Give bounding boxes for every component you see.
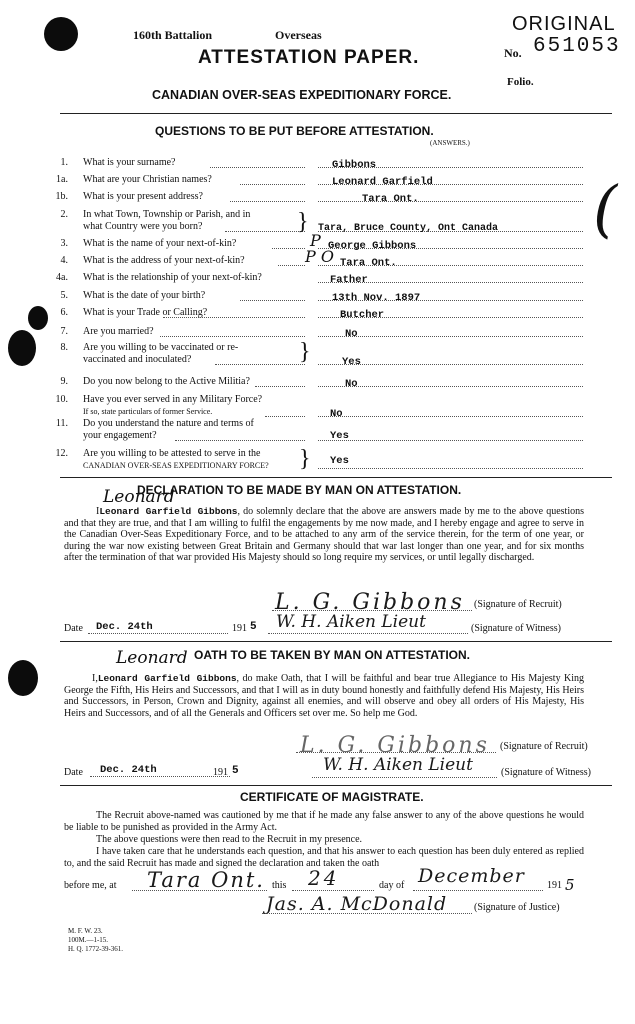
question-text-line2: If so, state particulars of former Service. xyxy=(83,407,213,416)
oath-date: Dec. 24th xyxy=(100,764,157,776)
oath-recruit-signature-label: (Signature of Recruit) xyxy=(500,741,588,752)
answer-text: Leonard Garfield xyxy=(332,176,433,188)
question-number: 12. xyxy=(55,448,68,459)
question-number: 6. xyxy=(60,307,68,318)
question-text: What is the name of your next-of-kin? xyxy=(83,238,237,249)
question-text: Do you now belong to the Active Militia? xyxy=(83,376,250,387)
answer-text: Butcher xyxy=(340,309,385,321)
question-text: What is the date of your birth? xyxy=(83,290,206,301)
bracket-mark: } xyxy=(299,446,311,472)
witness-signature-declaration: W. H. Aiken Lieut xyxy=(276,612,426,632)
punch-hole-top xyxy=(44,17,78,51)
oath-handwritten-name: Leonard xyxy=(116,648,188,668)
oath-typed-name: Leonard Garfield Gibbons xyxy=(97,673,237,684)
magistrate-rule xyxy=(60,785,612,786)
recruit-signature-label: (Signature of Recruit) xyxy=(474,599,562,610)
magistrate-place: Tara Ont. xyxy=(147,868,265,892)
question-text-line2: CANADIAN OVER-SEAS EXPEDITIONARY FORCE? xyxy=(83,461,269,470)
punch-hole-lower xyxy=(8,660,38,696)
question-text: In what Town, Township or Parish, and in xyxy=(83,209,251,220)
questions-heading: QUESTIONS TO BE PUT BEFORE ATTESTATION. xyxy=(155,124,434,138)
magistrate-year-prefix: 191 xyxy=(547,880,562,891)
answer-text: Yes xyxy=(342,356,361,368)
oath-body: , do make Oath, that I will be faithful and bear true Allegiance to His Majesty King George the Fifth, His Heirs and Successors, and that I will as in duty bound honestly and faithfully defend His Majesty, His Heirs and Successors, in Person, Crown and Dignity, against all enemies, and will observe and obey all orders of His Majesty, His Heirs and Successors, and of all the Generals and Officers set over me. So help me God. xyxy=(64,673,584,719)
oath-rule xyxy=(60,641,612,642)
oath-heading: OATH TO BE TAKEN BY MAN ON ATTESTATION. xyxy=(194,648,470,662)
question-text: What are your Christian names? xyxy=(83,174,212,185)
magistrate-month: December xyxy=(418,865,525,887)
answer-text: Tara Ont. xyxy=(340,257,397,269)
question-text: Do you understand the nature and terms of xyxy=(83,418,254,429)
answer-line xyxy=(318,440,583,441)
declaration-heading: DECLARATION TO BE MADE BY MAN ON ATTESTATION. xyxy=(137,483,462,497)
place-line xyxy=(132,890,267,891)
page-title: ATTESTATION PAPER. xyxy=(198,47,420,68)
question-text: What is your Trade or Calling? xyxy=(83,307,208,318)
question-text: What is your surname? xyxy=(83,157,176,168)
question-leader xyxy=(240,300,305,301)
punch-hole-middle xyxy=(8,330,36,366)
witness-signature-oath: W. H. Aiken Lieut xyxy=(323,755,473,775)
bracket-mark: } xyxy=(297,209,309,235)
question-leader xyxy=(255,386,305,387)
question-text-line2: what Country were you born? xyxy=(83,221,203,232)
witness-line xyxy=(268,633,468,634)
question-leader xyxy=(272,248,305,249)
date-label: Date xyxy=(64,623,83,634)
oath-year-suffix: 5 xyxy=(232,765,239,777)
question-number: 1. xyxy=(60,157,68,168)
question-text: Have you ever served in any Military Force? xyxy=(83,394,263,405)
answer-text: Yes xyxy=(330,430,349,442)
question-leader xyxy=(225,231,305,232)
answers-heading: (ANSWERS.) xyxy=(430,139,470,147)
question-text: What is the address of your next-of-kin? xyxy=(83,255,245,266)
oath-signature-line xyxy=(296,752,496,753)
justice-line xyxy=(262,913,472,914)
oath-witness-signature-label: (Signature of Witness) xyxy=(501,767,591,778)
day-of-label: day of xyxy=(379,880,405,891)
initials-mark: P xyxy=(310,231,321,250)
regimental-number: 651053 xyxy=(533,35,621,58)
bracket-mark: ( xyxy=(593,172,618,245)
question-number: 1b. xyxy=(55,191,68,202)
bracket-mark: } xyxy=(299,339,311,365)
year-prefix: 191 xyxy=(232,623,247,634)
answer-line xyxy=(318,336,583,337)
question-number: 8. xyxy=(60,342,68,353)
recruit-signature-oath: L. G. Gibbons xyxy=(300,733,490,758)
overseas-text: Overseas xyxy=(275,28,322,42)
question-text-line2: your engagement? xyxy=(83,430,157,441)
answer-text: Father xyxy=(330,274,368,286)
question-number: 7. xyxy=(60,326,68,337)
question-leader xyxy=(278,265,305,266)
oath-intro: I, xyxy=(92,673,98,684)
question-number: 10. xyxy=(55,394,68,405)
magistrate-heading: CERTIFICATE OF MAGISTRATE. xyxy=(240,790,424,804)
answer-text: No xyxy=(345,328,358,340)
footer-form-code: M. F. W. 23. xyxy=(68,927,103,935)
question-text: Are you willing to be attested to serve in the xyxy=(83,448,261,459)
before-me-label: before me, at xyxy=(64,880,117,891)
question-number: 11. xyxy=(55,418,68,429)
question-text-line2: vaccinated and inoculated? xyxy=(83,354,192,365)
initials-mark: P O xyxy=(305,247,334,266)
answer-line xyxy=(318,201,583,202)
question-leader xyxy=(210,167,305,168)
answer-text: Tara Ont. xyxy=(362,193,419,205)
footer-print-run: 100M.—1-15. xyxy=(68,936,109,944)
question-leader xyxy=(175,440,305,441)
question-text: Are you married? xyxy=(83,326,154,337)
year-suffix: 5 xyxy=(250,621,257,633)
page-subtitle: CANADIAN OVER-SEAS EXPEDITIONARY FORCE. xyxy=(152,88,452,102)
this-label: this xyxy=(272,880,287,891)
declaration-text xyxy=(64,506,584,564)
question-number: 3. xyxy=(60,238,68,249)
footer-hq-code: H. Q. 1772-39-361. xyxy=(68,945,124,953)
answer-text: Gibbons xyxy=(332,159,377,171)
magistrate-para-1: The Recruit above-named was cautioned by me that if he made any false answer to any of the above questions he would be liable to be punished as provided in the Army Act. xyxy=(64,810,584,833)
month-line xyxy=(413,890,543,891)
recruit-signature-declaration: L. G. Gibbons xyxy=(275,590,465,615)
question-leader xyxy=(163,317,305,318)
answer-line xyxy=(318,386,583,387)
declaration-intro: I xyxy=(96,506,100,517)
folio-label: Folio. xyxy=(507,76,534,88)
question-leader xyxy=(160,336,305,337)
answer-text: No xyxy=(330,408,343,420)
magistrate-para-2: The above questions were then read to the Recruit in my presence. xyxy=(96,834,363,845)
question-text: Are you willing to be vaccinated or re- xyxy=(83,342,239,353)
witness-signature-label: (Signature of Witness) xyxy=(471,623,561,634)
question-number: 1a. xyxy=(56,174,68,185)
no-label: No. xyxy=(504,46,522,60)
question-number: 4. xyxy=(60,255,68,266)
oath-date-label: Date xyxy=(64,767,83,778)
declaration-rule xyxy=(60,477,612,478)
question-number: 4a. xyxy=(56,272,68,283)
answer-text: No xyxy=(345,378,358,390)
justice-signature: Jas. A. McDonald xyxy=(266,893,448,915)
declaration-body: , do solemnly declare that the above are answers made by me to the above questions and that they are true, and that I am willing to fulfil the engagements by me now made, and I hereby engage and agree to serve in the Canadian Over-Seas Expeditionary Force, and to be attached to any arm of the service therein, for the term of one year, or during the war now existing between Great Britain and Germany should that war last longer than one year, and for six months after the termination of that war provided His Majesty should so long require my services, or until legally discharged. xyxy=(64,506,584,564)
signature-line xyxy=(272,610,472,611)
declaration-handwritten-name: Leonard xyxy=(103,487,175,507)
oath-witness-line xyxy=(312,777,497,778)
oath-year-prefix: 191 xyxy=(213,767,228,778)
date-line xyxy=(88,633,228,634)
question-text: What is the relationship of your next-of-kin? xyxy=(83,272,262,283)
question-text: What is your present address? xyxy=(83,191,203,202)
answer-line xyxy=(318,416,583,417)
declaration-typed-name: Leonard Garfield Gibbons xyxy=(99,506,238,517)
top-rule xyxy=(60,113,612,114)
question-leader xyxy=(215,364,305,365)
magistrate-day: 24 xyxy=(308,866,340,890)
answer-line xyxy=(318,468,583,469)
question-leader xyxy=(265,416,305,417)
answer-text: Tara, Bruce County, Ont Canada xyxy=(318,223,499,234)
justice-signature-label: (Signature of Justice) xyxy=(474,902,560,913)
declaration-date: Dec. 24th xyxy=(96,621,153,633)
question-number: 9. xyxy=(60,376,68,387)
punch-hole-upper-middle xyxy=(28,306,48,330)
question-leader xyxy=(230,201,305,202)
question-leader xyxy=(240,184,305,185)
battalion-text: 160th Battalion xyxy=(133,28,213,42)
magistrate-para-3: I have taken care that he understands each question, and that his answer to each question has been duly entered as replied to, and the said Recruit has made and signed the declaration and taken the oath xyxy=(64,846,584,869)
question-number: 2. xyxy=(60,209,68,220)
magistrate-year-suffix: 5 xyxy=(565,876,575,894)
day-line xyxy=(292,890,374,891)
original-stamp: ORIGINAL xyxy=(512,13,616,35)
oath-date-line xyxy=(90,776,230,777)
answer-text: George Gibbons xyxy=(328,240,417,252)
oath-text xyxy=(64,673,584,719)
question-number: 5. xyxy=(60,290,68,301)
answer-text: 13th Nov. 1897 xyxy=(332,292,421,304)
answer-text: Yes xyxy=(330,455,349,467)
